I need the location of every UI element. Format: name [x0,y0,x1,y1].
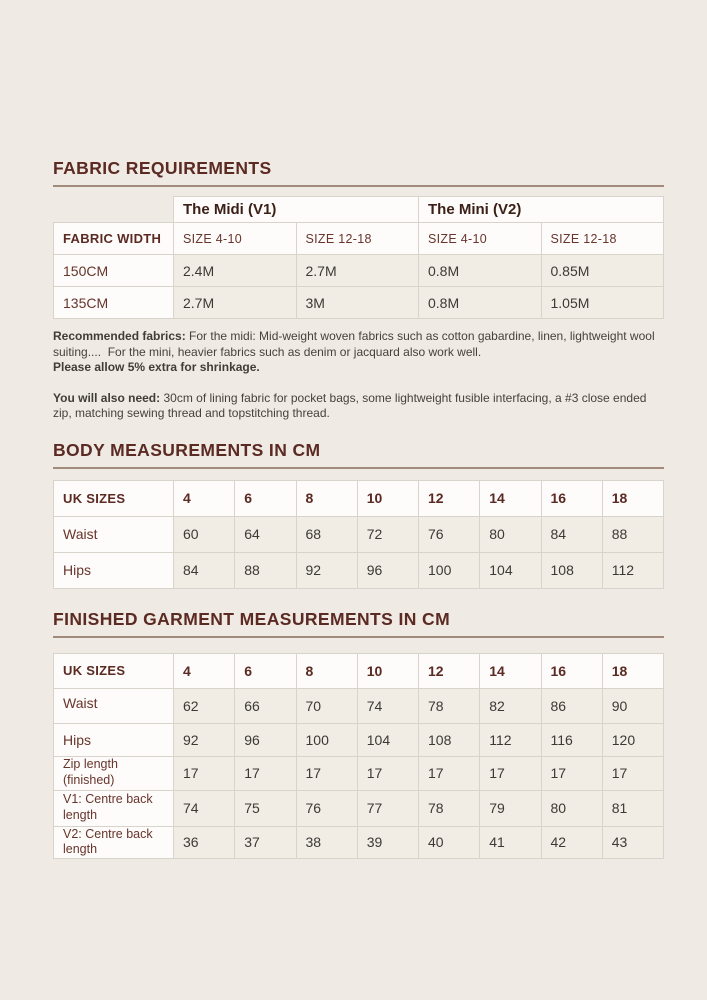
cell-value: 74 [174,790,235,826]
finished-measurements-table [53,653,664,859]
cell-value: 68 [296,516,357,552]
cell-value: 80 [480,516,541,552]
cell-value: 1.05M [541,287,664,319]
cell-value: 88 [602,516,663,552]
size-header: 6 [235,480,296,516]
fabric-requirements-table [53,196,664,319]
header-label: UK SIZES [54,653,174,688]
cell-value: 17 [419,756,480,790]
size-header: 14 [480,480,541,516]
cell-value: 100 [296,723,357,756]
cell-value: 66 [235,688,296,723]
cell-value: 92 [174,723,235,756]
cell-value: 104 [357,723,418,756]
corner-spacer [54,197,174,223]
cell-value: 37 [235,826,296,858]
table-row [54,756,664,790]
cell-value: 74 [357,688,418,723]
cell-value: 17 [602,756,663,790]
cell-value: 72 [357,516,418,552]
row-label: Hips [54,723,174,756]
column-header: SIZE 4-10 [174,223,297,255]
cell-value: 84 [541,516,602,552]
cell-value: 60 [174,516,235,552]
cell-value: 116 [541,723,602,756]
recommended-fabrics-text: For the midi: Mid-weight woven fabrics such as cotton gabardine, linen, lightweight wool suiting.... For the mini, heavier fabrics such as denim or jacquard also work well. [53,329,655,359]
size-header: 18 [602,653,663,688]
table-row [54,255,664,287]
size-header: 6 [235,653,296,688]
cell-value: 17 [235,756,296,790]
cell-value: 76 [296,790,357,826]
cell-value: 90 [602,688,663,723]
page-content [53,157,664,859]
cell-value: 17 [174,756,235,790]
cell-value: 112 [480,723,541,756]
cell-value: 39 [357,826,418,858]
recommended-fabrics-line [53,329,664,360]
cell-value: 108 [419,723,480,756]
table-row [54,826,664,858]
cell-value: 78 [419,790,480,826]
cell-value: 86 [541,688,602,723]
table-row [54,516,664,552]
size-header: 8 [296,480,357,516]
cell-value: 62 [174,688,235,723]
size-header: 12 [419,653,480,688]
column-header: SIZE 12-18 [541,223,664,255]
cell-value: 70 [296,688,357,723]
recommended-fabrics-note [53,329,664,422]
section-divider [53,185,664,187]
body-measurements-table [53,480,664,589]
section-divider [53,467,664,469]
size-header: 16 [541,480,602,516]
row-label: 150CM [54,255,174,287]
cell-value: 96 [235,723,296,756]
cell-value: 36 [174,826,235,858]
size-header: 18 [602,480,663,516]
cell-value: 2.7M [174,287,297,319]
table-row [54,287,664,319]
column-header: SIZE 12-18 [296,223,419,255]
cell-value: 38 [296,826,357,858]
cell-value: 84 [174,552,235,588]
size-header: 8 [296,653,357,688]
row-label: V2: Centre back length [54,826,174,858]
cell-value: 78 [419,688,480,723]
cell-value: 0.8M [419,287,542,319]
group-header: The Midi (V1) [174,197,419,223]
cell-value: 3M [296,287,419,319]
header-label: UK SIZES [54,480,174,516]
cell-value: 81 [602,790,663,826]
cell-value: 104 [480,552,541,588]
group-header: The Mini (V2) [419,197,664,223]
cell-value: 0.85M [541,255,664,287]
table-row [54,688,664,723]
cell-value: 120 [602,723,663,756]
row-label: Zip length (finished) [54,756,174,790]
also-need-label: You will also need: [53,390,161,405]
size-header: 16 [541,653,602,688]
cell-value: 17 [480,756,541,790]
cell-value: 96 [357,552,418,588]
cell-value: 100 [419,552,480,588]
finished-measurements-section [53,608,664,859]
table-row [54,723,664,756]
table-row [54,552,664,588]
body-measurements-section [53,439,664,589]
row-label: Hips [54,552,174,588]
cell-value: 80 [541,790,602,826]
column-header: SIZE 4-10 [419,223,542,255]
table-row [54,790,664,826]
finished-measurements-title: FINISHED GARMENT MEASUREMENTS IN CM [53,608,451,629]
cell-value: 64 [235,516,296,552]
row-label: 135CM [54,287,174,319]
also-need-note [53,391,664,422]
row-label: V1: Centre back length [54,790,174,826]
cell-value: 92 [296,552,357,588]
cell-value: 0.8M [419,255,542,287]
cell-value: 17 [357,756,418,790]
size-header: 4 [174,653,235,688]
cell-value: 17 [296,756,357,790]
cell-value: 82 [480,688,541,723]
also-need-text: 30cm of lining fabric for pocket bags, some lightweight fusible interfacing, a #3 close ended zip, matching sewing thread and topstitching thread. [53,390,647,420]
row-label: Waist [54,688,174,723]
cell-value: 77 [357,790,418,826]
cell-value: 75 [235,790,296,826]
cell-value: 88 [235,552,296,588]
size-header: 4 [174,480,235,516]
fabric-requirements-section [53,157,664,422]
cell-value: 108 [541,552,602,588]
cell-value: 2.4M [174,255,297,287]
cell-value: 42 [541,826,602,858]
shrinkage-note: Please allow 5% extra for shrinkage. [53,360,260,374]
size-header: 10 [357,653,418,688]
size-header: 14 [480,653,541,688]
cell-value: 41 [480,826,541,858]
size-header: 12 [419,480,480,516]
cell-value: 17 [541,756,602,790]
cell-value: 40 [419,826,480,858]
corner-label: FABRIC WIDTH [54,223,174,255]
body-measurements-title: BODY MEASUREMENTS IN CM [53,439,321,460]
cell-value: 76 [419,516,480,552]
cell-value: 43 [602,826,663,858]
fabric-requirements-title: FABRIC REQUIREMENTS [53,158,272,178]
section-divider [53,636,664,638]
cell-value: 2.7M [296,255,419,287]
recommended-fabrics-label: Recommended fabrics: [53,329,186,343]
row-label: Waist [54,516,174,552]
cell-value: 79 [480,790,541,826]
size-header: 10 [357,480,418,516]
cell-value: 112 [602,552,663,588]
